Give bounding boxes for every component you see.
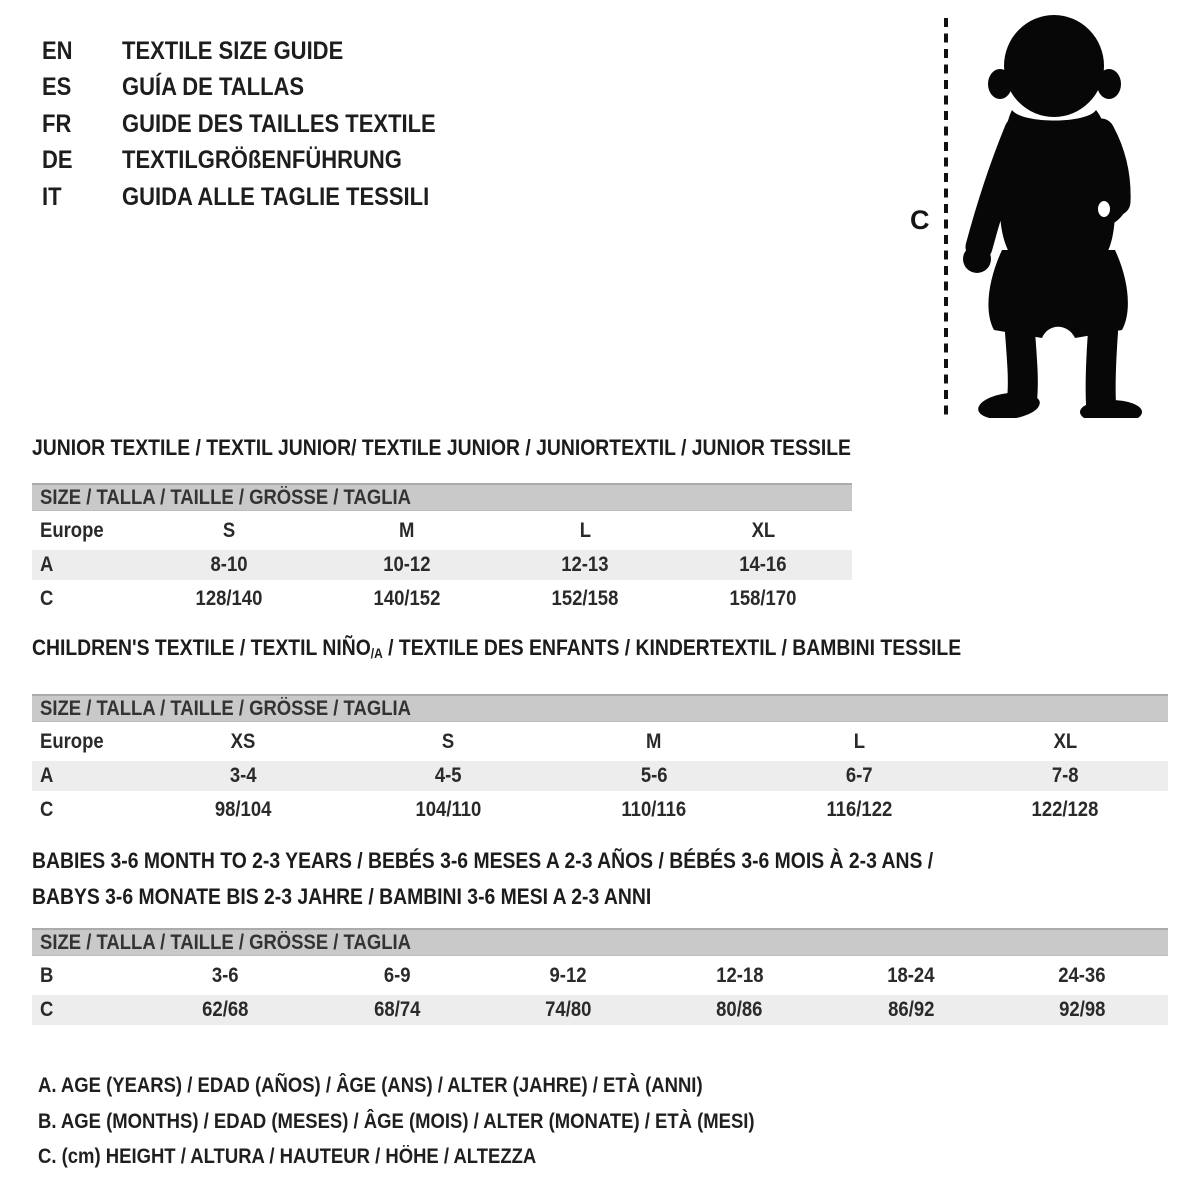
table-row-age-months	[32, 961, 1168, 991]
size-cell: M	[646, 730, 662, 753]
babies-title-line2: BABYS 3-6 MONATE BIS 2-3 JAHRE / BAMBINI 3-6 MESI A 2-3 ANNI	[32, 884, 652, 909]
table-row-europe	[32, 516, 852, 546]
age-cell: 4-5	[435, 764, 462, 787]
title-sub: /A	[370, 646, 383, 661]
guide-title-de: TEXTILGRÖßENFÜHRUNG	[122, 146, 402, 175]
height-cell: 68/74	[373, 998, 421, 1021]
language-row-it	[42, 179, 479, 215]
size-cell: S	[222, 519, 236, 542]
toddler-silhouette-icon	[962, 14, 1150, 418]
height-cell: 86/92	[887, 998, 935, 1021]
months-cell: 12-18	[716, 964, 764, 987]
row-label-europe: Europe	[40, 730, 104, 753]
table-row-height-cm	[32, 795, 1168, 825]
height-cell: 104/110	[415, 798, 482, 821]
months-cell: 6-9	[383, 964, 411, 987]
months-cell: 9-12	[549, 964, 587, 987]
language-row-de	[42, 142, 479, 178]
height-cell: 128/140	[195, 587, 263, 610]
height-cell: 116/122	[826, 798, 893, 821]
title-post: / TEXTILE DES ENFANTS / KINDERTEXTIL / BAMBINI TESSILE	[382, 635, 962, 660]
size-cell: XL	[751, 519, 775, 542]
language-row-en	[42, 33, 479, 69]
babies-section-title	[32, 843, 1168, 915]
table-row-age-years	[32, 550, 852, 580]
language-code: FR	[42, 109, 72, 138]
language-row-es	[42, 69, 479, 105]
size-cell: XS	[230, 730, 256, 753]
table-row-height-cm	[32, 995, 1168, 1025]
size-cell: L	[853, 730, 866, 753]
childrens-textile-section	[32, 636, 1168, 829]
row-label-a: A	[40, 553, 54, 576]
babies-textile-section	[32, 843, 1168, 1029]
childrens-section-title	[32, 636, 1168, 666]
guide-title-fr: GUIDE DES TAILLES TEXTILE	[122, 109, 436, 138]
row-label-c: C	[40, 587, 54, 610]
table-row-age-years	[32, 761, 1168, 791]
months-cell: 3-6	[212, 964, 240, 987]
age-cell: 8-10	[210, 553, 248, 576]
measure-c-label: C	[910, 205, 930, 235]
height-cell: 80/86	[716, 998, 763, 1021]
guide-title-en: TEXTILE SIZE GUIDE	[122, 37, 344, 65]
height-cell: 92/98	[1059, 998, 1106, 1021]
language-row-fr	[42, 106, 479, 142]
legend-line-b: B. AGE (MONTHS) / EDAD (MESES) / ÂGE (MOIS) / ALTER (MONATE) / ETÀ (MESI)	[38, 1109, 755, 1133]
height-cell: 74/80	[545, 998, 592, 1021]
junior-size-table	[32, 483, 852, 614]
height-cell: 122/128	[1031, 798, 1099, 821]
size-cell: S	[442, 730, 455, 753]
age-cell: 3-4	[229, 764, 257, 787]
age-cell: 10-12	[383, 553, 431, 576]
legend	[38, 1068, 852, 1175]
size-header-bar	[32, 928, 1168, 956]
height-measure-figure	[880, 10, 1180, 424]
language-code: IT	[42, 182, 62, 211]
size-header-bar	[32, 694, 1168, 722]
height-dashed-line-icon	[942, 16, 950, 420]
junior-section-title: JUNIOR TEXTILE / TEXTIL JUNIOR/ TEXTILE JUNIOR / JUNIORTEXTIL / JUNIOR TESSILE	[32, 435, 851, 460]
table-row-height-cm	[32, 584, 852, 614]
size-cell: L	[579, 519, 591, 542]
age-cell: 14-16	[739, 553, 787, 576]
row-label-b: B	[40, 964, 54, 987]
age-cell: 6-7	[846, 764, 873, 787]
age-cell: 7-8	[1051, 764, 1079, 787]
junior-textile-section	[32, 436, 852, 618]
row-label-europe: Europe	[40, 519, 104, 542]
title-pre: CHILDREN'S TEXTILE / TEXTIL NIÑO	[32, 635, 371, 660]
row-label-a: A	[40, 764, 54, 787]
size-header-label: SIZE / TALLA / TAILLE / GRÖSSE / TAGLIA	[40, 696, 411, 720]
size-header-bar	[32, 483, 852, 511]
row-label-c: C	[40, 798, 54, 821]
height-cell: 158/170	[729, 587, 797, 610]
age-cell: 12-13	[561, 553, 609, 576]
age-cell: 5-6	[640, 764, 668, 787]
row-label-c: C	[40, 998, 54, 1021]
size-header-label: SIZE / TALLA / TAILLE / GRÖSSE / TAGLIA	[40, 485, 411, 509]
size-cell: XL	[1053, 730, 1077, 753]
childrens-size-table	[32, 694, 1168, 825]
height-cell: 110/116	[621, 798, 687, 821]
height-cell: 140/152	[373, 587, 441, 610]
height-cell: 98/104	[214, 798, 272, 821]
language-code: DE	[42, 146, 73, 175]
babies-size-table	[32, 928, 1168, 1025]
babies-title-line1: BABIES 3-6 MONTH TO 2-3 YEARS / BEBÉS 3-6 MESES A 2-3 AÑOS / BÉBÉS 3-6 MOIS À 2-3 ANS /	[32, 848, 934, 873]
height-cell: 62/68	[202, 998, 249, 1021]
language-header	[42, 33, 479, 215]
language-code: ES	[42, 73, 72, 102]
legend-line-a: A. AGE (YEARS) / EDAD (AÑOS) / ÂGE (ANS) / ALTER (JAHRE) / ETÀ (ANNI)	[38, 1074, 703, 1097]
months-cell: 24-36	[1058, 964, 1106, 987]
guide-title-it: GUIDA ALLE TAGLIE TESSILI	[122, 182, 430, 211]
height-cell: 152/158	[551, 587, 619, 610]
legend-line-c: C. (cm) HEIGHT / ALTURA / HAUTEUR / HÖHE / ALTEZZA	[38, 1145, 537, 1168]
size-header-label: SIZE / TALLA / TAILLE / GRÖSSE / TAGLIA	[40, 930, 411, 954]
language-code: EN	[42, 37, 73, 65]
guide-title-es: GUÍA DE TALLAS	[122, 73, 305, 102]
table-row-europe	[32, 727, 1168, 757]
size-cell: M	[399, 519, 415, 542]
months-cell: 18-24	[887, 964, 935, 987]
